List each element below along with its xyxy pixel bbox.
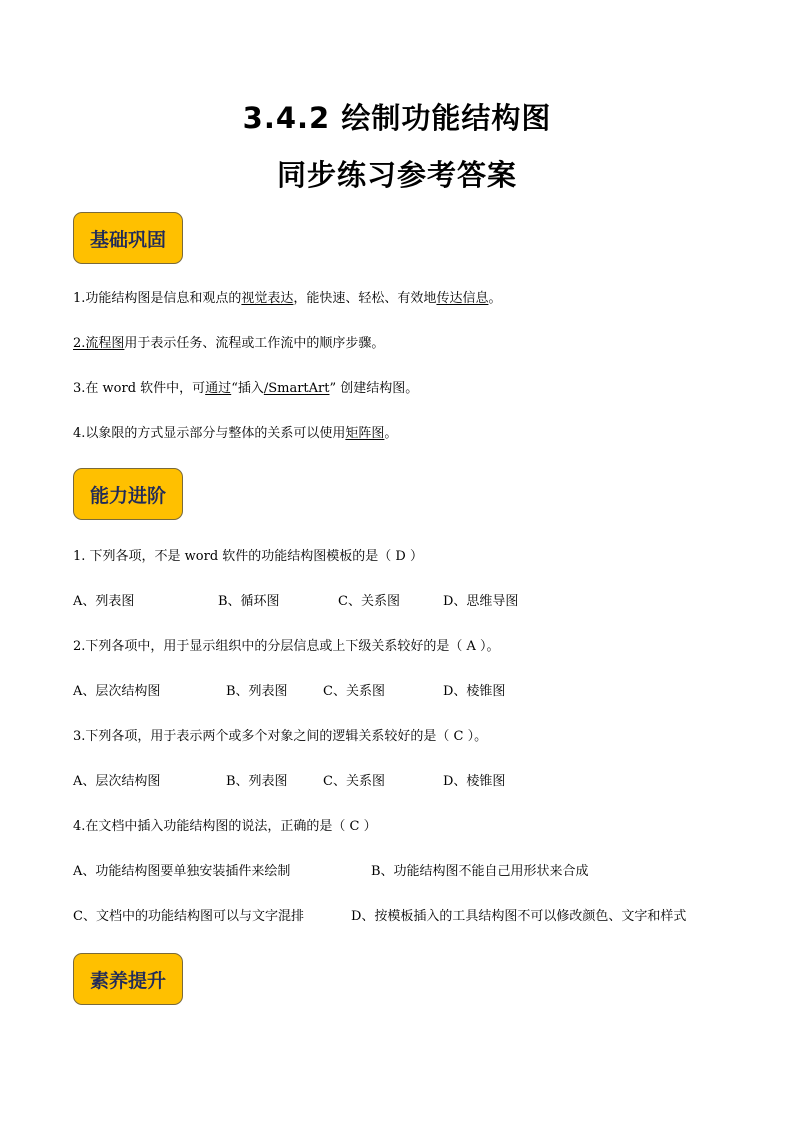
advanced-question-2: 2.下列各项中，用于显示组织中的分层信息或上下级关系较好的是（ A ）。	[73, 639, 500, 654]
section-heading-advanced: 能力进阶	[73, 468, 183, 520]
option-c: C、关系图	[338, 594, 400, 609]
answer-blank: /SmartArt	[263, 381, 330, 396]
option-a: A、层次结构图	[73, 774, 161, 789]
answer-blank: 矩阵图	[345, 426, 385, 441]
answer-blank: 视觉表达	[241, 291, 294, 306]
option-c: C、关系图	[323, 684, 385, 699]
option-b: B、循环图	[218, 594, 280, 609]
answer-blank: 通过	[205, 381, 232, 396]
page-title: 3.4.2 绘制功能结构图	[242, 101, 552, 135]
section-heading-basic: 基础巩固	[73, 212, 183, 264]
advanced-question-3: 3.下列各项，用于表示两个或多个对象之间的逻辑关系较好的是（ C ）。	[73, 729, 488, 744]
option-d: D、思维导图	[443, 594, 519, 609]
option-b: B、功能结构图不能自己用形状来合成	[371, 864, 589, 879]
option-a: A、功能结构图要单独安装插件来绘制	[73, 864, 291, 879]
basic-question-3: 3.在 word 软件中，可通过“插入/SmartArt” 创建结构图。	[73, 381, 419, 396]
option-c: C、文档中的功能结构图可以与文字混排	[73, 909, 304, 924]
option-d: D、棱锥图	[443, 774, 506, 789]
section-heading-literacy: 素养提升	[73, 953, 183, 1005]
basic-question-1: 1.功能结构图是信息和观点的视觉表达，能快速、轻松、有效地传达信息。	[73, 291, 502, 306]
option-a: A、列表图	[73, 594, 135, 609]
option-c: C、关系图	[323, 774, 385, 789]
answer-blank: 传达信息	[436, 291, 489, 306]
advanced-question-4: 4.在文档中插入功能结构图的说法，正确的是（ C ）	[73, 819, 377, 834]
option-b: B、列表图	[226, 774, 288, 789]
advanced-question-1: 1. 下列各项，不是 word 软件的功能结构图模板的是（ D ）	[73, 549, 423, 564]
basic-question-2: 2.流程图用于表示任务、流程或工作流中的顺序步骤。	[73, 336, 385, 351]
option-d: D、按模板插入的工具结构图不可以修改颜色、文字和样式	[351, 909, 687, 924]
option-b: B、列表图	[226, 684, 288, 699]
option-d: D、棱锥图	[443, 684, 506, 699]
page-subtitle: 同步练习参考答案	[276, 158, 517, 192]
option-a: A、层次结构图	[73, 684, 161, 699]
basic-question-4: 4.以象限的方式显示部分与整体的关系可以使用矩阵图。	[73, 426, 398, 441]
answer-blank: 2.流程图	[73, 336, 125, 351]
